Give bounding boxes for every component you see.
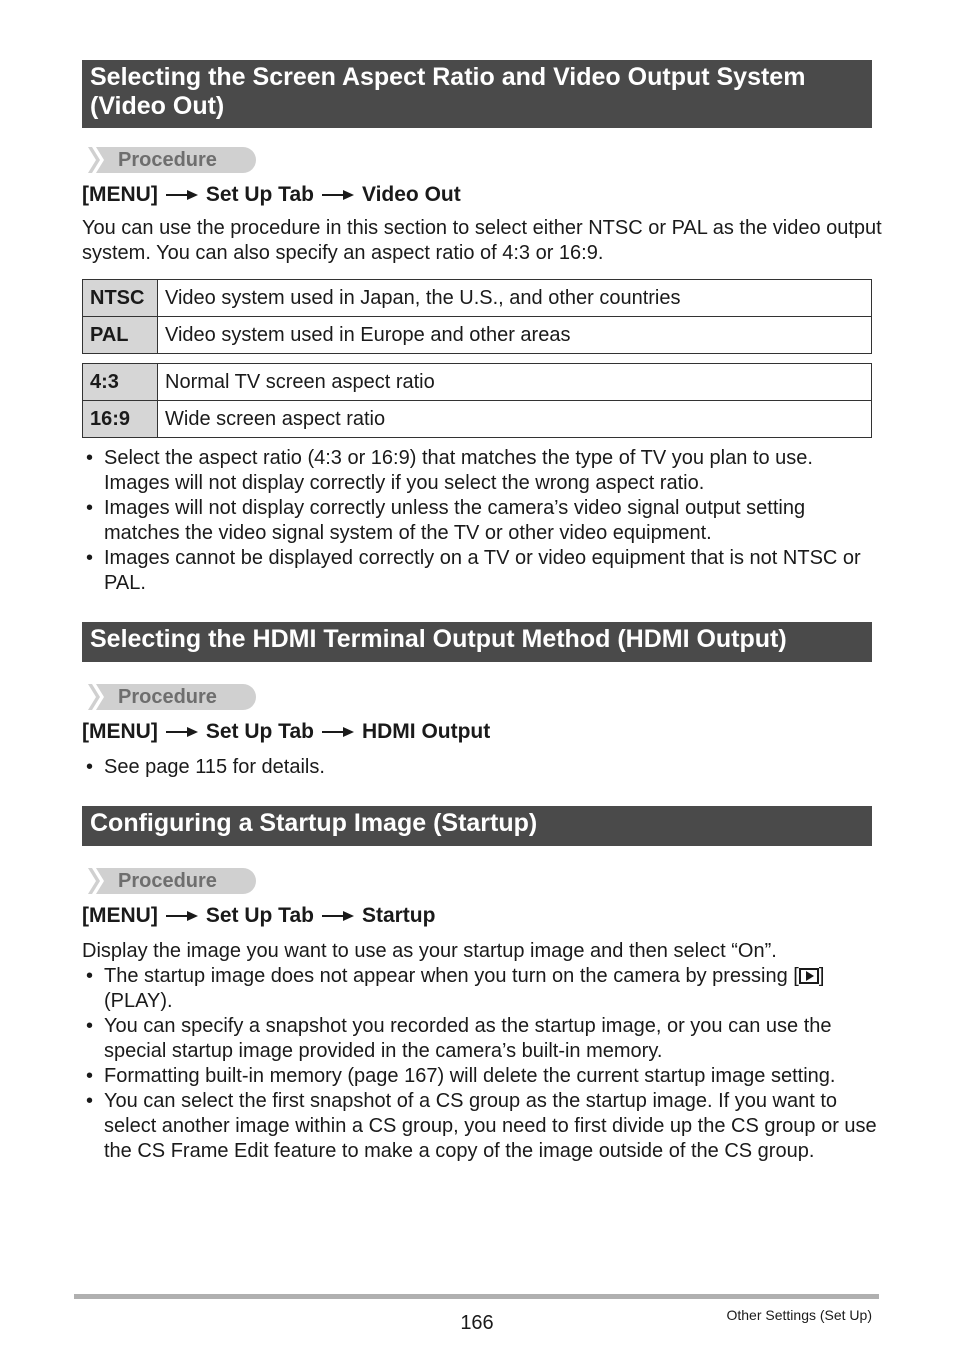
right-arrow-icon: [322, 911, 354, 921]
notes-list: [82, 446, 882, 596]
menu-step: [MENU]: [82, 720, 158, 743]
intro-paragraph: You can use the procedure in this section to select either NTSC or PAL as the video output system. You can also specify an aspect ratio of 4:3 or 16:9.: [82, 217, 882, 264]
menu-path-startup: [82, 903, 435, 929]
aspect-ratio-table: [82, 363, 872, 438]
page-number: 166: [460, 1312, 494, 1334]
menu-step: [MENU]: [82, 183, 158, 206]
table-desc: Normal TV screen aspect ratio: [158, 364, 872, 401]
list-item: • See page 115 for details.: [86, 756, 325, 778]
table-row: [83, 401, 872, 438]
procedure-label: Procedure: [118, 686, 217, 708]
procedure-badge: [82, 868, 256, 894]
list-item: • Select the aspect ratio (4:3 or 16:9) that matches the type of TV you plan to use. Images will not display correctly if you select the wrong aspect ratio.: [86, 447, 813, 494]
footer-section-name: Other Settings (Set Up): [726, 1307, 872, 1323]
procedure-label: Procedure: [118, 149, 217, 171]
table-row: [83, 280, 872, 317]
right-arrow-icon: [166, 190, 198, 200]
menu-step: HDMI Output: [361, 720, 491, 743]
menu-step: [MENU]: [82, 904, 158, 927]
procedure-label: Procedure: [118, 870, 217, 892]
table-desc: Video system used in Europe and other areas: [158, 317, 872, 354]
menu-step: Video Out: [361, 183, 461, 206]
table-row: [83, 364, 872, 401]
menu-step: Startup: [361, 904, 436, 927]
list-item: • Images cannot be displayed correctly on a TV or video equipment that is not NTSC or PAL.: [86, 547, 861, 594]
notes-list: [82, 755, 882, 780]
menu-step: Set Up Tab: [205, 720, 314, 743]
section-title-video-out: Selecting the Screen Aspect Ratio and Video Output System (Video Out): [82, 60, 872, 128]
table-key: 4:3: [83, 364, 158, 401]
list-item: • Images will not display correctly unless the camera’s video signal output setting matches the video signal system of the TV or other video equipment.: [86, 497, 806, 544]
section-title-startup: Configuring a Startup Image (Startup): [82, 806, 872, 846]
table-key: PAL: [83, 317, 158, 354]
menu-step: Set Up Tab: [205, 904, 314, 927]
procedure-badge: [82, 684, 256, 710]
intro-paragraph: Display the image you want to use as your startup image and then select “On”.: [82, 940, 777, 962]
list-item: • The startup image does not appear when you turn on the camera by pressing [ ] (PLAY).: [86, 965, 825, 1012]
table-desc: Video system used in Japan, the U.S., and other countries: [158, 280, 872, 317]
table-row: [83, 317, 872, 354]
table-desc: Wide screen aspect ratio: [158, 401, 872, 438]
menu-path-video-out: [82, 182, 461, 208]
footer-rule: [74, 1294, 879, 1299]
section-title-hdmi-output: Selecting the HDMI Terminal Output Method (HDMI Output): [82, 622, 872, 662]
right-arrow-icon: [166, 727, 198, 737]
right-arrow-icon: [166, 911, 198, 921]
table-key: NTSC: [83, 280, 158, 317]
list-item: • You can specify a snapshot you recorded as the startup image, or you can use the special startup image provided in the camera’s built-in memory.: [86, 1015, 832, 1062]
list-item: • You can select the first snapshot of a CS group as the startup image. If you want to select another image within a CS group, you need to first divide up the CS group or use the CS Frame Edit feature to make a copy of the image outside of the CS group.: [86, 1090, 877, 1162]
table-key: 16:9: [83, 401, 158, 438]
notes-list: [82, 964, 882, 1164]
video-system-table: [82, 279, 872, 354]
procedure-badge: [82, 147, 256, 173]
list-item: • Formatting built-in memory (page 167) will delete the current startup image setting.: [86, 1065, 836, 1087]
play-button-icon: [799, 968, 819, 984]
menu-step: Set Up Tab: [205, 183, 314, 206]
right-arrow-icon: [322, 727, 354, 737]
menu-path-hdmi-output: [82, 719, 490, 745]
right-arrow-icon: [322, 190, 354, 200]
